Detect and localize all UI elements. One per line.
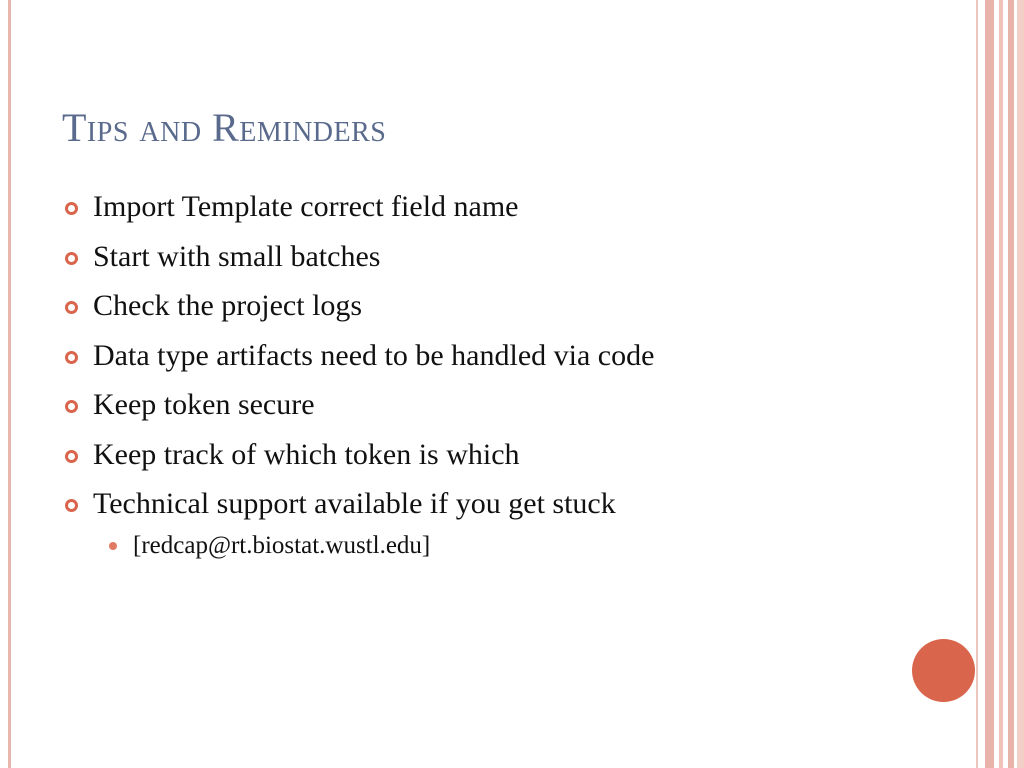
bullet-text: Technical support available if you get stuck xyxy=(93,487,616,520)
right-stripe xyxy=(985,0,994,768)
sub-bullet-list xyxy=(109,529,962,563)
ring-bullet-icon xyxy=(65,450,78,463)
ring-bullet-icon xyxy=(65,499,78,512)
dot-bullet-icon xyxy=(109,542,117,550)
bullet-text: Check the project logs xyxy=(93,289,363,322)
bullet-list xyxy=(62,186,962,571)
slide-title: Tips and Reminders xyxy=(62,105,387,150)
ring-bullet-icon xyxy=(65,202,78,215)
ring-bullet-icon xyxy=(65,351,78,364)
right-stripe xyxy=(999,0,1003,768)
bullet-text: Keep track of which token is which xyxy=(93,437,520,471)
bullet-text: Import Template correct field name xyxy=(93,190,519,223)
ring-bullet-icon xyxy=(65,400,78,413)
bullet-text: Keep token secure xyxy=(93,388,315,421)
ring-bullet-icon xyxy=(65,252,78,265)
bullet-item xyxy=(62,434,962,476)
decorative-circle xyxy=(912,639,975,702)
right-stripe xyxy=(1017,0,1024,768)
right-stripe xyxy=(1008,0,1014,768)
left-stripe xyxy=(8,0,11,768)
bullet-item xyxy=(62,186,962,228)
bullet-item xyxy=(62,236,962,278)
bullet-item xyxy=(62,285,962,327)
right-stripe xyxy=(976,0,978,768)
bullet-item xyxy=(62,384,962,426)
bullet-item xyxy=(62,483,962,563)
ring-bullet-icon xyxy=(65,301,78,314)
bullet-item xyxy=(62,335,962,377)
bullet-text: Start with small batches xyxy=(93,239,381,273)
sub-bullet-item xyxy=(109,529,962,563)
bullet-text: Data type artifacts need to be handled via code xyxy=(93,338,655,372)
email-text[interactable]: [redcap@rt.biostat.wustl.edu] xyxy=(133,532,431,559)
